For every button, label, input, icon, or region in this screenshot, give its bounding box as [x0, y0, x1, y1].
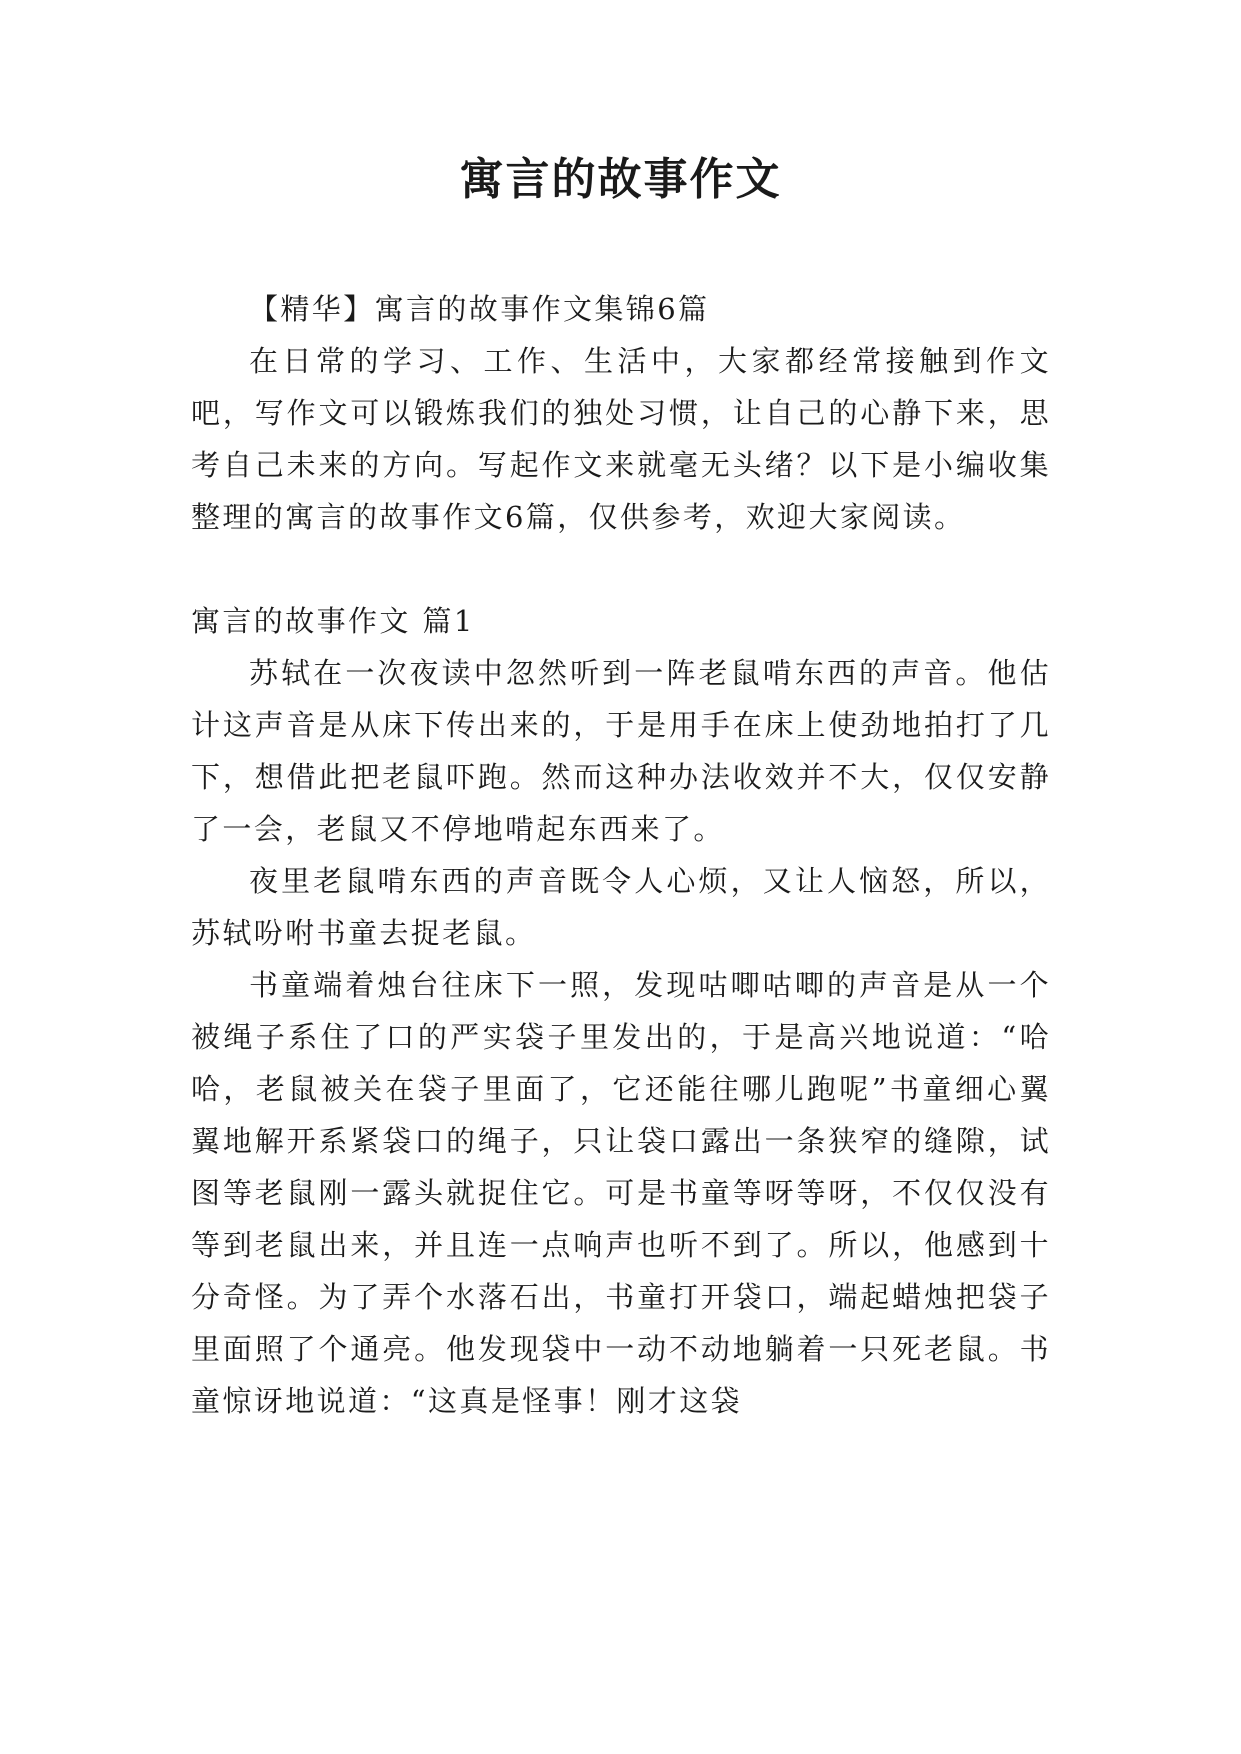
section-paragraph: 苏轼在一次夜读中忽然听到一阵老鼠啃东西的声音。他估计这声音是从床下传出来的，于是用手在床上使劲地拍打了几下，想借此把老鼠吓跑。然而这种办法收效并不大，仅仅安静了一会，老鼠又不停地啃起东西来了。 [191, 656, 1051, 846]
section-paragraph: 书童端着烛台往床下一照，发现咕唧咕唧的声音是从一个被绳子系住了口的严实袋子里发出的，于是高兴地说道：“哈哈，老鼠被关在袋子里面了，它还能往哪儿跑呢”书童细心翼翼地解开系紧袋口的绳子，只让袋口露出一条狭窄的缝隙，试图等老鼠刚一露头就捉住它。可是书童等呀等呀，不仅仅没有等到老鼠出来，并且连一点响声也听不到了。所以，他感到十分奇怪。为了弄个水落石出，书童打开袋口，端起蜡烛把袋子里面照了个通亮。他发现袋中一动不动地躺着一只死老鼠。书童惊讶地说道：“这真是怪事！刚才这袋 [191, 968, 1051, 1418]
section-heading: 寓言的故事作文 篇1 [191, 604, 475, 638]
intro-paragraph: 在日常的学习、工作、生活中，大家都经常接触到作文吧，写作文可以锻炼我们的独处习惯，让自己的心静下来，思考自己未来的方向。写起作文来就毫无头绪？以下是小编收集整理的寓言的故事作文6篇，仅供参考，欢迎大家阅读。 [191, 344, 1051, 534]
document-body [191, 283, 1051, 1427]
document-title: 寓言的故事作文 [459, 154, 782, 205]
section-paragraph: 夜里老鼠啃东西的声音既令人心烦，又让人恼怒，所以，苏轼吩咐书童去捉老鼠。 [191, 864, 1051, 950]
document-subtitle: 【精华】寓言的故事作文集锦6篇 [249, 292, 710, 326]
